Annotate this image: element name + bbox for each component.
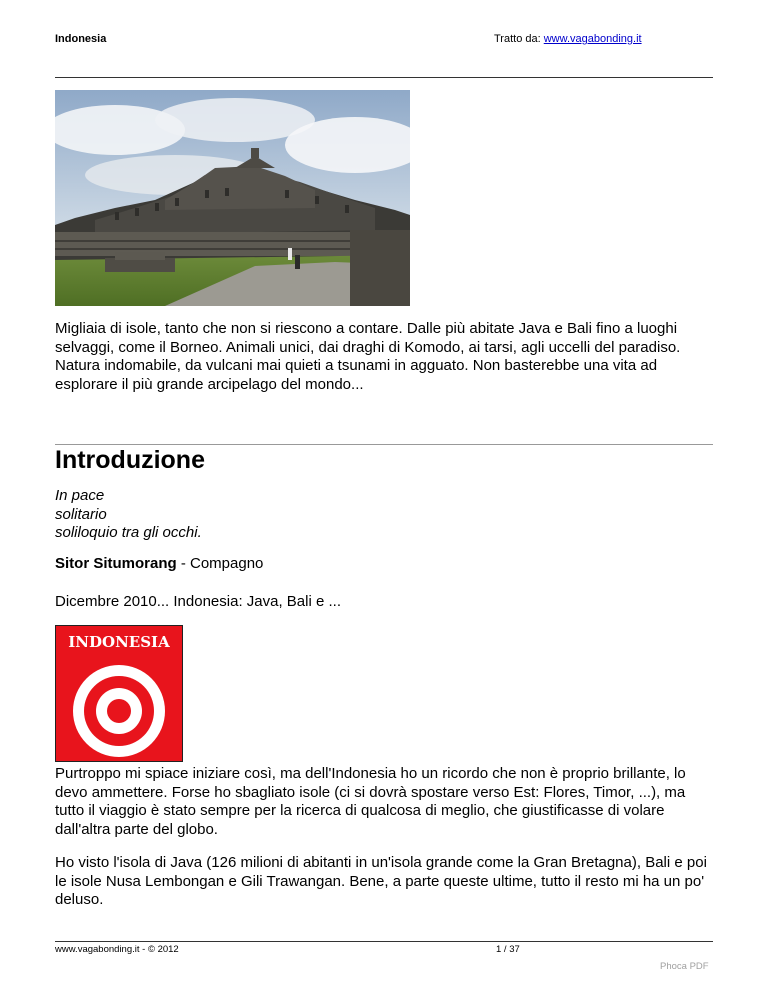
body-paragraph: Ho visto l'isola di Java (126 milioni di abitanti in un'isola grande come la Gran Bretagna), Bali e poi le isole Nusa Lembongan e Gili Trawangan. Bene, a parte queste ultime, tutto il resto mi ha un po' deluso.: [55, 854, 707, 908]
poem-author: Sitor Situmorang: [55, 555, 177, 572]
header-source: [494, 33, 642, 45]
header-title: Indonesia: [55, 33, 107, 45]
section-title: Introduzione: [55, 446, 205, 474]
header-divider: [55, 77, 713, 78]
poem-line: In pace: [55, 487, 105, 504]
source-label: Tratto da:: [494, 33, 541, 45]
body-paragraph: Purtroppo mi spiace iniziare così, ma dell'Indonesia ho un ricordo che non è proprio brillante, lo devo ammettere. Forse ho sbagliato isole (ci si dovrà spostare verso Est: Flores, Timor, ...), ma tutto il viaggio è stato sempre per la ricerca di qualcosa di meglio, che giustificasse di volare dall'altra parte del globo.: [55, 765, 686, 838]
poem-line: solitario: [55, 505, 107, 523]
footer-divider: [55, 941, 713, 942]
date-line: Dicembre 2010... Indonesia: Java, Bali e ...: [55, 593, 341, 610]
poem-line: soliloquio tra gli occhi.: [55, 524, 202, 541]
source-link[interactable]: www.vagabonding.it: [543, 33, 642, 45]
indonesia-logo: [55, 625, 183, 762]
poem: [55, 487, 202, 543]
poem-work: - Compagno: [176, 555, 264, 572]
logo-text: INDONESIA: [68, 633, 170, 651]
poem-attribution: [55, 555, 263, 574]
footer-copyright: www.vagabonding.it - © 2012: [55, 944, 179, 955]
intro-paragraph: Migliaia di isole, tanto che non si riescono a contare. Dalle più abitate Java e Bali fino a luoghi selvaggi, come il Borneo. Animali unici, dai draghi di Komodo, ai tarsi, agli uccelli del paradiso. Natura indomabile, da vulcani mai quieti a tsunami in agguato. Non basterebbe una vita ad esplorare il più grande arcipelago del mondo...: [55, 320, 681, 393]
page-number: 1 / 37: [496, 944, 520, 955]
borobudur-photo: [55, 90, 410, 306]
footer-generator: Phoca PDF: [660, 961, 709, 972]
